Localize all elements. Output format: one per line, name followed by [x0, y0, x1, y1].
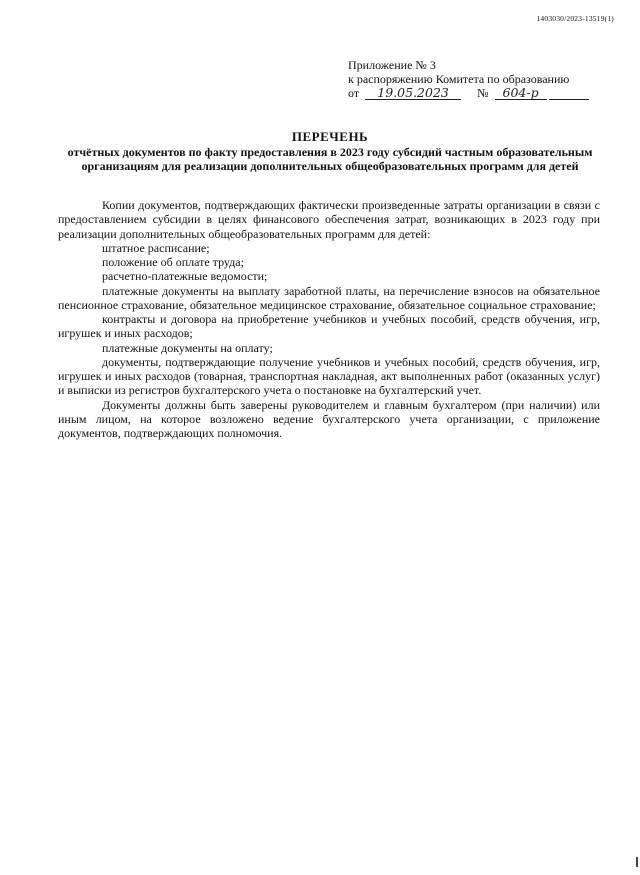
list-item: платежные документы на оплату;: [102, 340, 273, 355]
number-underline: [549, 87, 589, 100]
handwritten-date: 19.05.2023: [365, 86, 461, 100]
appendix-reference: к распоряжению Комитета по образованию: [348, 72, 570, 86]
document-title: ПЕРЕЧЕНЬ: [291, 129, 369, 144]
list-item: штатное расписание;: [102, 240, 210, 255]
document-heading: [40, 129, 620, 173]
number-sign: №: [477, 86, 489, 100]
document-subtitle: отчётных документов по факту предоставления в 2023 году субсидий частным образовательным организациям для реализации дополнительных общеобразовательных программ для детей: [67, 145, 593, 174]
document-id: 1403030/2023-13519(1): [536, 14, 614, 23]
document-body: [58, 198, 600, 440]
appendix-block: [348, 58, 608, 100]
list-item: платежные документы на выплату заработной платы, на перечисление взносов на обязательное пенсионное страхование, обязательное медицинское страхование, обязательное социальное страхование;: [58, 283, 600, 312]
page-edge-mark: [636, 857, 638, 867]
date-prefix: от: [348, 86, 360, 100]
list-item: контракты и договора на приобретение учебников и учебных пособий, средств обучения, игр, игрушек и иных расходов;: [58, 312, 600, 341]
list-item: расчетно-платежные ведомости;: [102, 269, 268, 284]
handwritten-number: 604-р: [495, 86, 547, 100]
paragraph-intro: Копии документов, подтверждающих фактически произведенные затраты организации в связи с предоставлением субсидии в целях финансового обеспечения затрат, возникающих в 2023 году при реализации дополнительных общеобразовательных программ для детей:: [58, 198, 600, 241]
paragraph-certification: Документы должны быть заверены руководителем и главным бухгалтером (при наличии) или иным лицом, на которое возложено ведение бухгалтерского учета организации, с приложение документов, подтверждающих полномочия.: [58, 397, 600, 440]
appendix-date-number-row: [348, 86, 608, 100]
appendix-number: Приложение № 3: [348, 58, 436, 72]
list-item: положение об оплате труда;: [102, 255, 244, 269]
list-item: документы, подтверждающие получение учебников и учебных пособий, средств обучения, игр, игрушек и иных расходов (товарная, транспортная накладная, акт выполненных работ (оказанных услуг) и выписки из регистров бухгалтерского учета о постановке на бухгалтерский учет.: [58, 354, 600, 398]
